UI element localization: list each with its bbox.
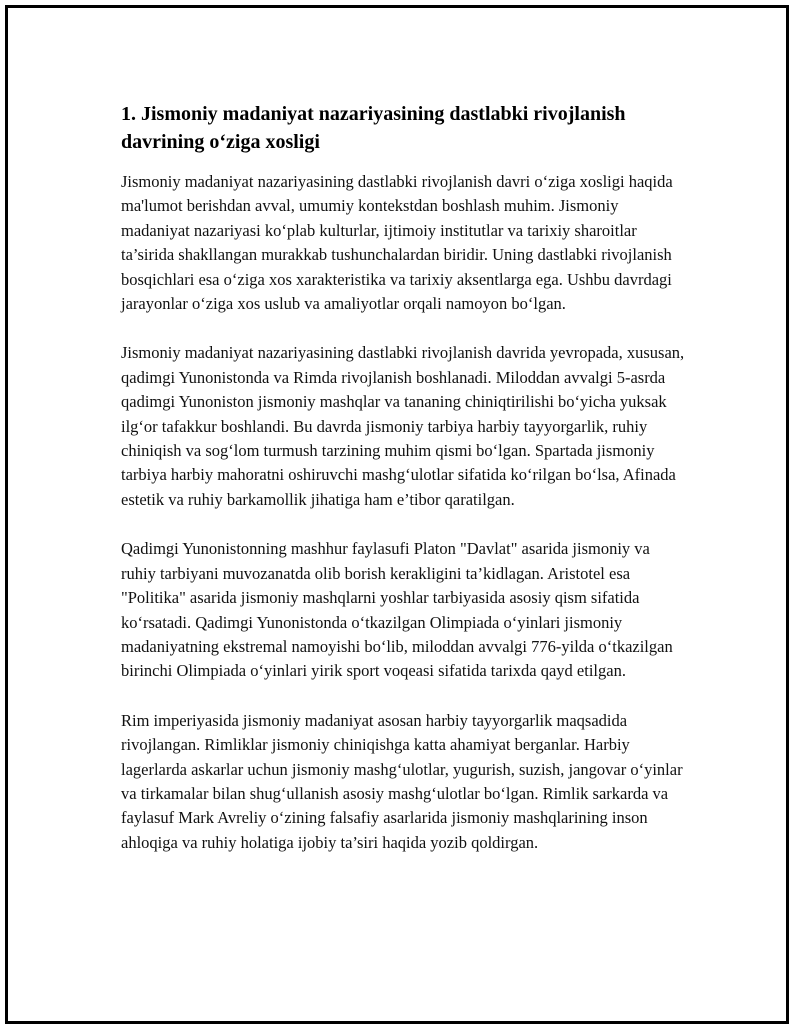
paragraph-4: Rim imperiyasida jismoniy madaniyat asosan harbiy tayyorgarlik maqsadida rivojlangan. Rimliklar jismoniy chiniqishga katta ahamiyat berganlar. Harbiy lagerlarda askarlar uchun jismoniy mashg‘ulotlar, yugurish, suzish, jangovar o‘yinlar va tirkamalar bilan shug‘ullanish asosiy mashg‘ulotlar bo‘lgan. Rimlik sarkarda va faylasuf Mark Avreliy o‘zining falsafiy asarlarida jismoniy mashqlarining inson ahloqiga va ruhiy holatiga ijobiy ta’siri haqida yozib qoldirgan. <box>121 710 683 852</box>
paragraph-2: Jismoniy madaniyat nazariyasining dastlabki rivojlanish davrida yevropada, xususan, qadimgi Yunonistonda va Rimda rivojlanish boshlanadi. Miloddan avvalgi 5-asrda qadimgi Yunoniston jismoniy mashqlar va tananing chiniqtirilishi bo‘yicha yuksak ilg‘or tafakkur boshlandi. Bu davrda jismoniy tarbiya harbiy tayyorgarlik, ruhiy chiniqish va sog‘lom turmush tarzining muhim qismi bo‘lgan. Spartada jismoniy tarbiya harbiy mahoratni oshiruvchi mashg‘ulotlar sifatida ko‘rilgan bo‘lsa, Afinada estetik va ruhiy barkamollik jihatiga ham e’tibor qaratilgan. <box>121 343 685 509</box>
document-page <box>5 5 789 1024</box>
section-heading: 1. Jismoniy madaniyat nazariyasining dastlabki rivojlanish davrining o‘ziga xosligi <box>121 103 626 153</box>
paragraph-1: Jismoniy madaniyat nazariyasining dastlabki rivojlanish davri o‘ziga xosligi haqida ma'lumot berishdan avval, umumiy kontekstdan boshlash muhim. Jismoniy madaniyat nazariyasi ko‘plab kulturlar, ijtimoiy institutlar va tarixiy sharoitlar ta’sirida shakllangan murakkab tushunchalardan biridir. Uning dastlabki rivojlanish bosqichlari esa o‘ziga xos xarakteristika va tarixiy aksentlarga ega. Ushbu davrdagi jarayonlar o‘ziga xos uslub va amaliyotlar orqali namoyon bo‘lgan. <box>121 172 673 314</box>
document-body <box>121 100 686 880</box>
paragraph-3: Qadimgi Yunonistonning mashhur faylasufi Platon "Davlat" asarida jismoniy va ruhiy tarbiyani muvozanatda olib borish kerakligini ta’kidlagan. Aristotel esa "Politika" asarida jismoniy mashqlarni yoshlar tarbiyasida asosiy qism sifatida ko‘rsatadi. Qadimgi Yunonistonda o‘tkazilgan Olimpiada o‘yinlari jismoniy madaniyatning ekstremal namoyishi bo‘lib, miloddan avvalgi 776-yilda o‘tkazilgan birinchi Olimpiada o‘yinlari yirik sport voqeasi sifatida tarixda qayd etilgan. <box>121 539 673 681</box>
